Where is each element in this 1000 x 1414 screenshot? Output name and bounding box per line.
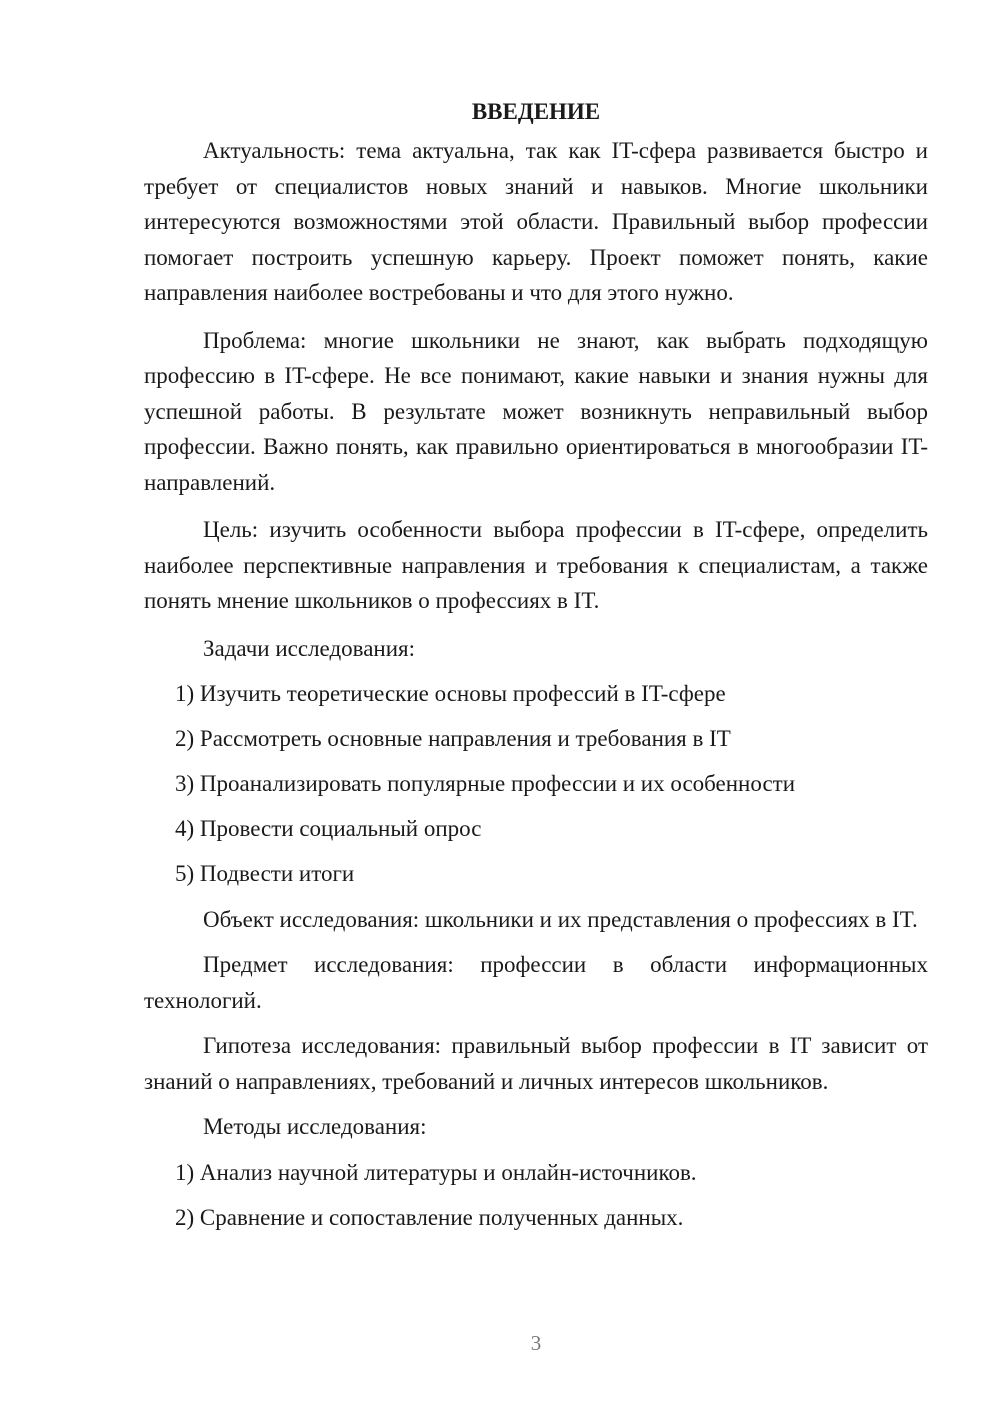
hypothesis-paragraph: Гипотеза исследования: правильный выбор профессии в IT зависит от знаний о направлениях, требований и личных интересов школьников. — [144, 1033, 928, 1094]
list-item: 4) Провести социальный опрос — [175, 816, 482, 841]
list-item: 3) Проанализировать популярные профессии и их особенности — [175, 771, 796, 796]
list-item: 1) Анализ научной литературы и онлайн-источников. — [175, 1159, 697, 1185]
list-item: 2) Сравнение и сопоставление полученных данных. — [175, 1204, 684, 1230]
page-content — [144, 94, 928, 1245]
list-item: 5) Подвести итоги — [175, 861, 355, 886]
tasks-list — [144, 676, 928, 892]
subject-paragraph: Предмет исследования: профессии в области информационных технологий. — [144, 952, 928, 1013]
page-number: 3 — [530, 1331, 542, 1355]
list-item: 1) Изучить теоретические основы профессий в IT-сфере — [175, 681, 726, 706]
list-item: 2) Рассмотреть основные направления и требования в IT — [175, 726, 731, 751]
relevance-paragraph: Актуальность: тема актуальна, так как IT-сфера развивается быстро и требует от специалистов новых знаний и навыков. Многие школьники интересуются возможностями этой области. Правильный выбор профессии помогает построить успешную карьеру. Проект поможет понять, какие направления наиболее востребованы и что для этого нужно. — [144, 138, 928, 305]
methods-list — [144, 1155, 928, 1236]
methods-label: Методы исследования: — [203, 1114, 427, 1139]
object-paragraph: Объект исследования: школьники и их представления о профессиях в IT. — [203, 906, 918, 932]
tasks-label: Задачи исследования: — [203, 635, 416, 661]
section-heading: ВВЕДЕНИЕ — [471, 99, 601, 124]
goal-paragraph: Цель: изучить особенности выбора профессии в IT-сфере, определить наиболее перспективные направления и требования к специалистам, а также понять мнение школьников о профессиях в IT. — [144, 517, 928, 613]
problem-paragraph: Проблема: многие школьники не знают, как выбрать подходящую профессию в IT-сфере. Не все понимают, какие навыки и знания нужны для успешной работы. В результате может возникнуть неправильный выбор профессии. Важно понять, как правильно ориентироваться в многообразии IT-направлений. — [144, 327, 928, 495]
